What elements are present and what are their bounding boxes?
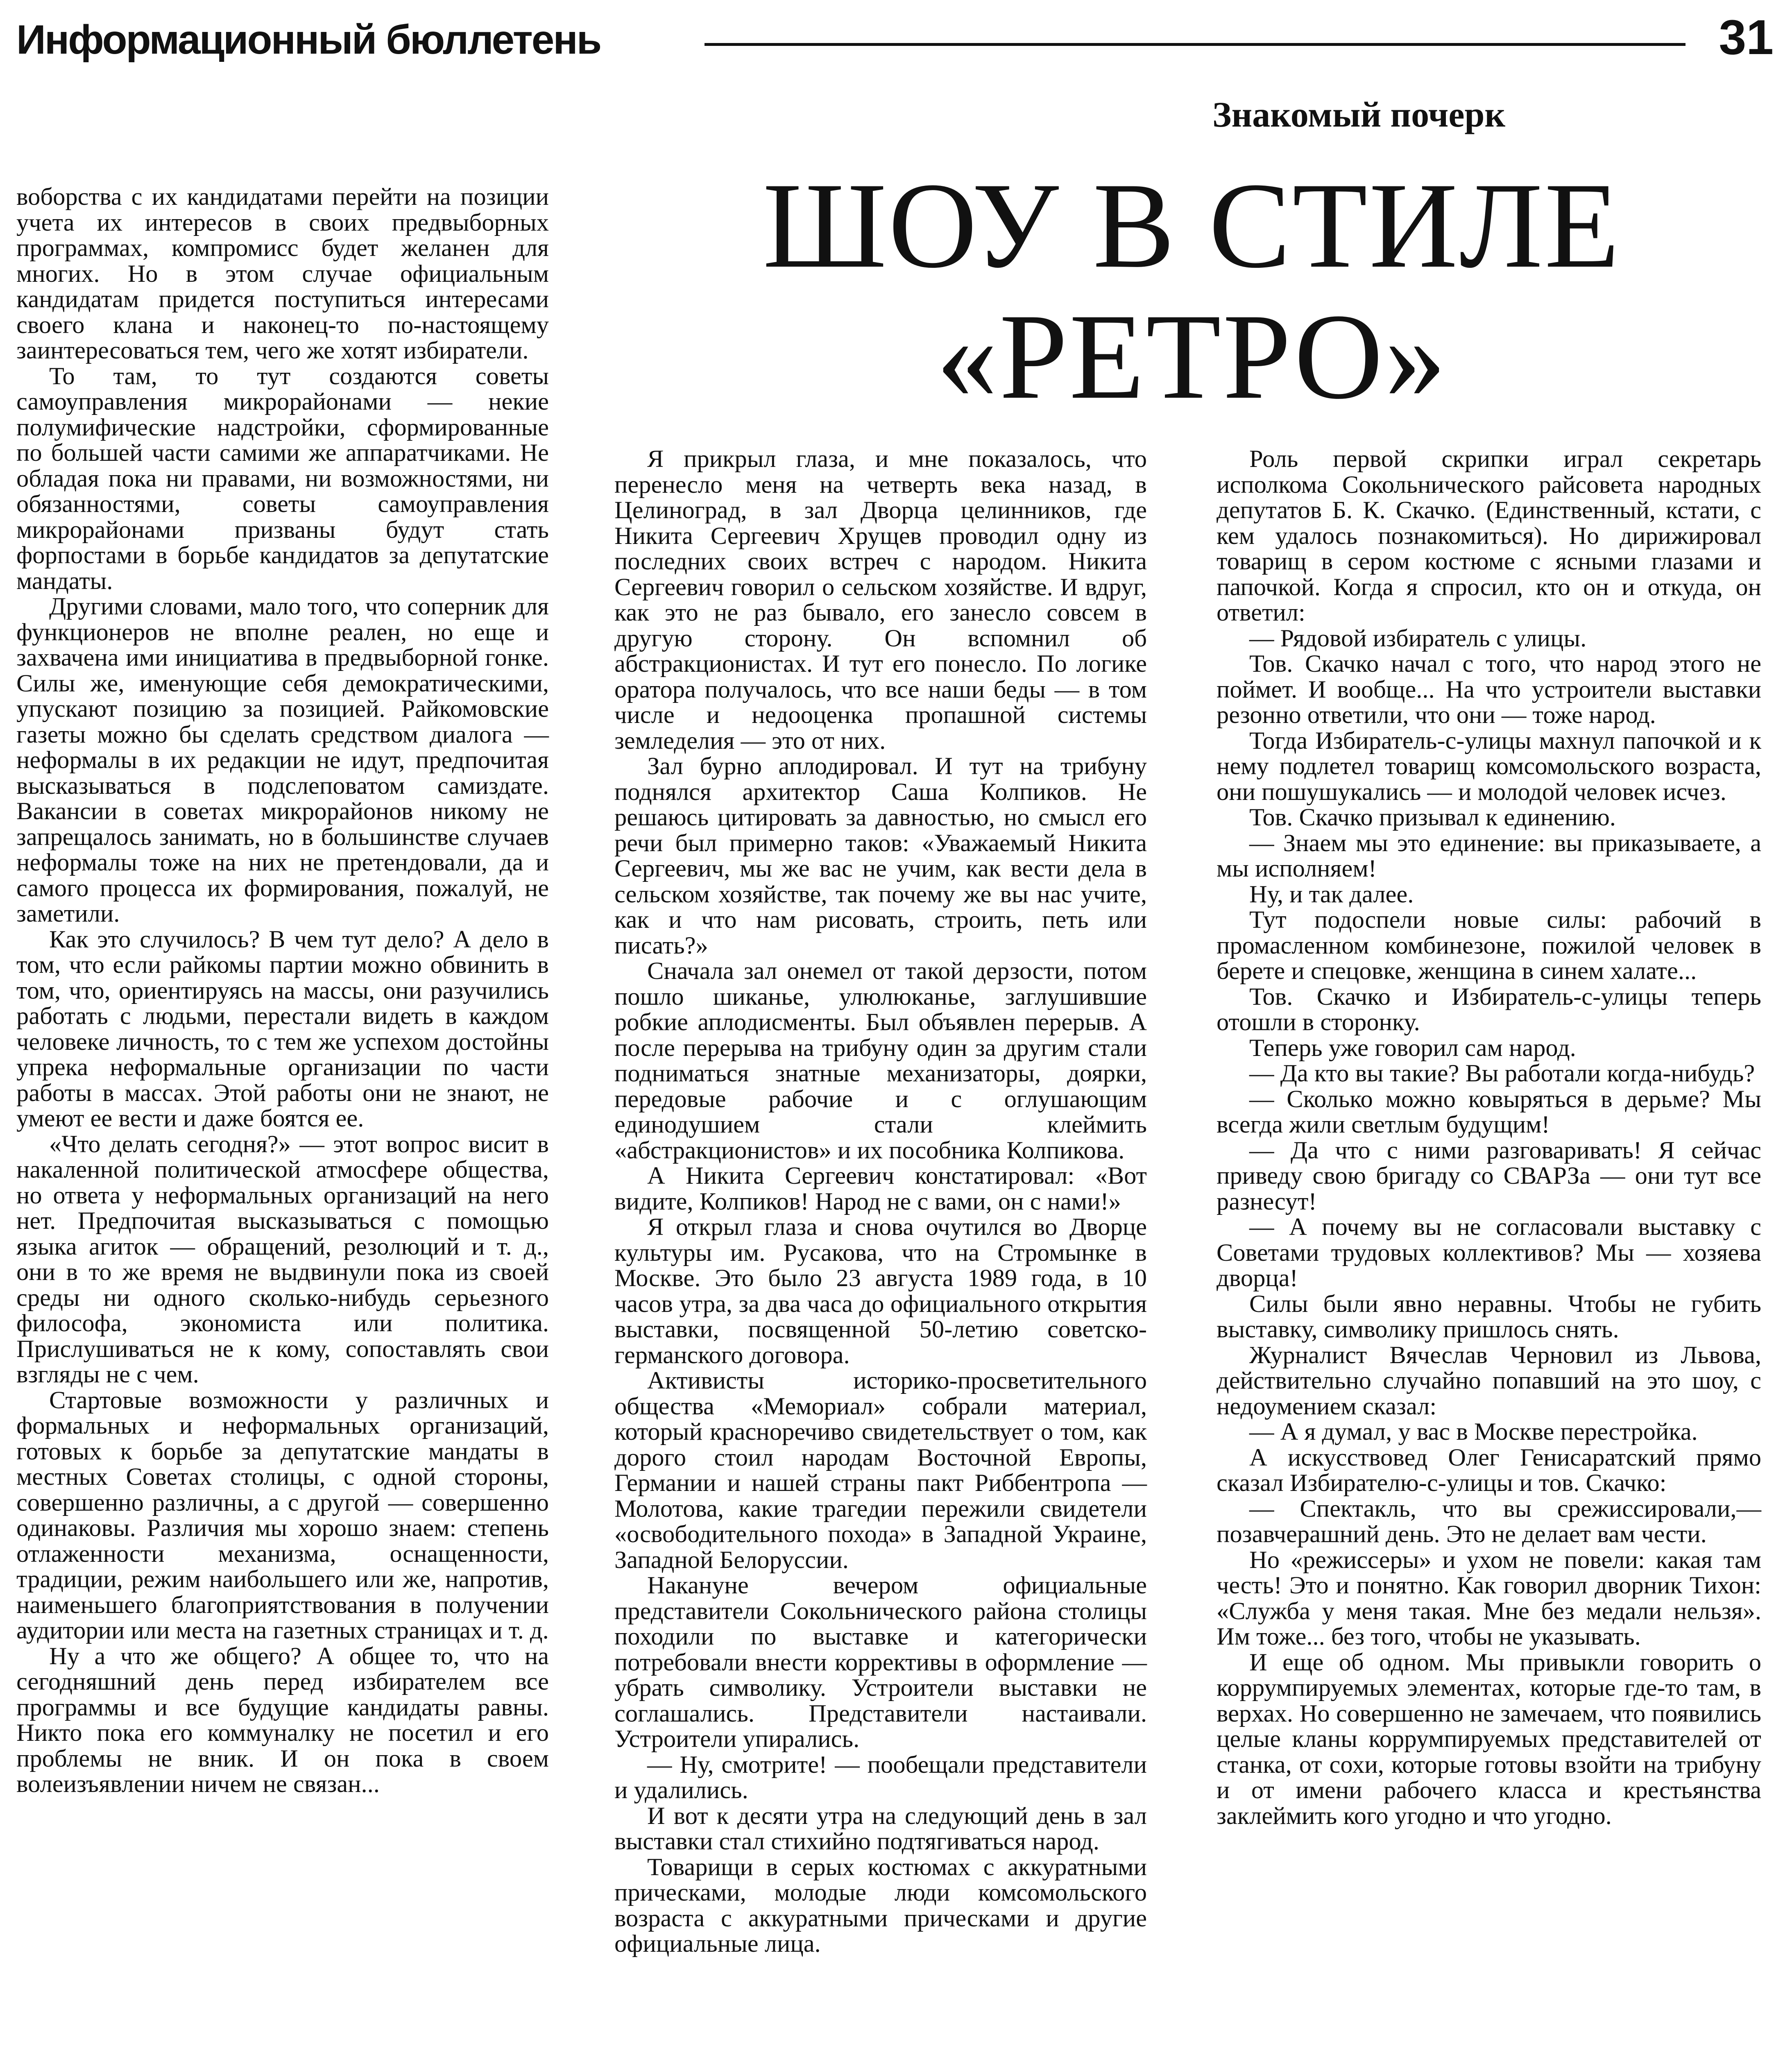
article-headline: [639, 157, 1745, 424]
paragraph: Тов. Скачко призывал к единению.: [1249, 804, 1616, 831]
paragraph: Сначала зал онемел от такой дерзости, потом пошло шиканье, улюлюканье, заглушившие робкие аплодисменты. Был объявлен перерыв. А после перерыва на трибуну один за другим стали подниматься знатные механизаторы, доярки, передовые рабочие и с оглушающим единодушием стали клеймить «абстракционистов» и их пособника Колпикова.: [614, 957, 1147, 1164]
header-rule: [705, 43, 1686, 46]
paragraph: А искусствовед Олег Генисаратский прямо сказал Избирателю-с-улицы и тов. Скачко:: [1217, 1443, 1761, 1497]
paragraph: Зал бурно аплодировал. И тут на трибуну поднялся архитектор Саша Колпиков. Не решаюсь цитировать за давностью, но смысл его речи был примерно таков: «Уважаемый Никита Сергеевич, мы же вас не учим, как вести дела в сельском хозяйстве, так почему же вы нас учите, как и что нам рисовать, строить, петь или писать?»: [614, 752, 1147, 959]
paragraph: Роль первой скрипки играл секретарь исполкома Сокольнического райсовета народных депутатов Б. К. Скачко. (Единственный, кстати, с кем удалось познакомиться). Но дирижировал товарищ в сером костюме с ясными глазами и папочкой. Когда я спросил, кто он и откуда, он ответил:: [1217, 445, 1761, 626]
paragraph: — А почему вы не согласовали выставку с Советами трудовых коллективов? Мы — хозяева дворца!: [1217, 1213, 1761, 1292]
paragraph: — Сколько можно ковыряться в дерьме? Мы всегда жили светлым будущим!: [1217, 1085, 1761, 1138]
paragraph: Накануне вечером официальные представители Сокольнического района столицы походили по выставке и категорически потребовали внести коррективы в оформление — убрать символику. Устроители выставки не соглашались. Представители настаивали. Устроители упирались.: [614, 1572, 1147, 1753]
paragraph: Тогда Избиратель-с-улицы махнул папочкой и к нему подлетел товарищ комсомольского возраста, они пошушукались — и молодой человек исчез.: [1217, 727, 1761, 806]
paragraph: — А я думал, у вас в Москве перестройка.: [1249, 1418, 1698, 1445]
paragraph: Я прикрыл глаза, и мне показалось, что перенесло меня на четверть века назад, в Целиноград, в зал Дворца целинников, где Никита Сергеевич Хрущев проводил одну из последних своих встреч с народом. Никита Сергеевич говорил о сельском хозяйстве. И вдруг, как это не раз бывало, его занесло совсем в другую сторону. Он вспомнил об абстракционистах. И тут его понесло. По логике оратора получалось, что все наши беды — в том числе и недооценка пропашной системы земледелия — это от них.: [614, 445, 1147, 754]
paragraph: Как это случилось? В чем тут дело? А дело в том, что если райкомы партии можно обвинить в том, что, ориентируясь на массы, они разучились работать с людьми, перестали видеть в каждом человеке личность, то с тем же успехом достойны упрека неформальные организации по части работы в массах. Этой работы они не знают, не умеют ее вести и даже боятся ее.: [16, 925, 549, 1132]
paragraph: И вот к десяти утра на следующий день в зал выставки стал стихийно подтягиваться народ.: [614, 1802, 1147, 1855]
column-1: [16, 184, 549, 1797]
paragraph: То там, то тут создаются советы самоуправления микрорайонами — некие полумифические надстройки, сформированные по большей части самими же аппаратчиками. Не обладая пока ни правами, ни возможностями, ни обязанностями, советы самоуправления микрорайонами призваны будут стать форпостами в борьбе кандидатов за депутатские мандаты.: [16, 362, 549, 595]
page-number: 31: [1719, 10, 1774, 65]
paragraph: Но «режиссеры» и ухом не повели: какая там честь! Это и понятно. Как говорил дворник Тихон: «Служба у меня такая. Мне без медали нельзя». Им тоже... без того, чтобы не указывать.: [1217, 1546, 1761, 1650]
paragraph: — Ну, смотрите! — пообещали представители и удалились.: [614, 1751, 1147, 1804]
paragraph: — Знаем мы это единение: вы приказываете, а мы исполняем!: [1217, 829, 1761, 882]
paragraph: Активисты историко-просветительного общества «Мемориал» собрали материал, который красноречиво свидетельствует о том, как дорого стоил народам Восточной Европы, Германии и нашей страны пакт Риббентропа — Молотова, какие трагедии пережили свидетели «освободительного похода» в Западной Украине, Западной Белоруссии.: [614, 1367, 1147, 1574]
paragraph: — Спектакль, что вы срежиссировали,— позавчерашний день. Это не делает вам чести.: [1217, 1495, 1761, 1548]
paragraph: Тов. Скачко и Избиратель-с-улицы теперь отошли в сторонку.: [1217, 983, 1761, 1036]
rubric: Знакомый почерк: [1212, 95, 1506, 135]
paragraph: Другими словами, мало того, что соперник для функционеров не вполне реален, но еще и захвачена ими инициатива в предвыборной гонке. Силы же, именующие себя демократическими, упускают позицию за позицией. Райкомовские газеты можно бы сделать средством диалога — неформалы в их редакции не идут, предпочитая высказываться в подслеповатом самиздате. Вакансии в советах микрорайонов никому не запрещалось занимать, но в большинстве случаев неформалы тоже на них не претендовали, да и самого процесса их формирования, пожалуй, не заметили.: [16, 593, 549, 927]
headline-line-2: «РЕТРО»: [936, 288, 1448, 424]
column-3: [1217, 446, 1761, 1829]
paragraph: И еще об одном. Мы привыкли говорить о коррумпируемых элементах, которые где-то там, в верхах. Но совершенно не замечаем, что появились целые кланы коррумпируемых представителей от станка, от сохи, которые готовы взойти на трибуну и от имени рабочего класса и крестьянства заклеймить кого угодно и что угодно.: [1217, 1648, 1761, 1830]
paragraph: «Что делать сегодня?» — этот вопрос висит в накаленной политической атмосфере общества, но ответа у неформальных организаций на него нет. Предпочитая высказываться с помощью языка агиток — обращений, резолюций и т. д., они в то же время не выдвинули пока из своей среды ни одного сколько-нибудь серьезного философа, экономиста или политика. Прислушиваться не к кому, сопоставлять свои взгляды не с чем.: [16, 1130, 549, 1388]
headline-line-1: ШОУ В СТИЛЕ: [763, 157, 1621, 293]
paragraph: Стартовые возможности у различных и формальных и неформальных организаций, готовых к борьбе за депутатские мандаты в местных Советах столицы, с одной стороны, совершенно различны, а с другой — совершенно одинаковы. Различия мы хорошо знаем: степень отлаженности механизма, оснащенности, традиции, режим наибольшего или же, напротив, наименьшего благоприятствования в получении аудитории или места на газетных страницах и т. д.: [16, 1386, 549, 1644]
bulletin-title: Информационный бюллетень: [16, 17, 601, 63]
paragraph: — Да что с ними разговаривать! Я сейчас приведу свою бригаду со СВАРЗа — они тут все разнесут!: [1217, 1136, 1761, 1215]
paragraph: Силы были явно неравны. Чтобы не губить выставку, символику пришлось снять.: [1217, 1290, 1761, 1343]
paragraph: Я открыл глаза и снова очутился во Дворце культуры им. Русакова, что на Стромынке в Москве. Это было 23 августа 1989 года, в 10 часов утра, за два часа до официального открытия выставки, посвященной 50-летию советско-германского договора.: [614, 1213, 1147, 1369]
paragraph: воборства с их кандидатами перейти на позиции учета их интересов в своих предвыборных программах, компромисс будет желанен для многих. Но в этом случае официальным кандидатам придется поступиться интересами своего клана и наконец-то по-настоящему заинтересоваться тем, чего же хотят избиратели.: [16, 183, 549, 364]
paragraph: А Никита Сергеевич констатировал: «Вот видите, Колпиков! Народ не с вами, он с нами!»: [614, 1162, 1147, 1215]
paragraph: Журналист Вячеслав Черновил из Львова, действительно случайно попавший на это шоу, с недоумением сказал:: [1217, 1341, 1761, 1420]
paragraph: Ну а что же общего? А общее то, что на сегодняшний день перед избирателем все программы и все будущие кандидаты равны. Никто пока его коммуналку не посетил и его проблемы не вник. И он пока в своем волеизъявлении ничем не связан...: [16, 1642, 549, 1798]
paragraph: Товарищи в серых костюмах с аккуратными прическами, молодые люди комсомольского возраста с аккуратными прическами и другие официальные лица.: [614, 1853, 1147, 1957]
column-2: [614, 446, 1147, 1957]
paragraph: Ну, и так далее.: [1249, 880, 1414, 908]
paragraph: Тут подоспели новые силы: рабочий в промасленном комбинезоне, пожилой человек в берете и спецовке, женщина в синем халате...: [1217, 906, 1761, 985]
paragraph: — Рядовой избиратель с улицы.: [1249, 624, 1587, 652]
paragraph: Теперь уже говорил сам народ.: [1249, 1034, 1576, 1062]
paragraph: — Да кто вы такие? Вы работали когда-нибудь?: [1249, 1060, 1755, 1087]
paragraph: Тов. Скачко начал с того, что народ этого не поймет. И вообще... На что устроители выставки резонно ответили, что они — тоже народ.: [1217, 650, 1761, 729]
